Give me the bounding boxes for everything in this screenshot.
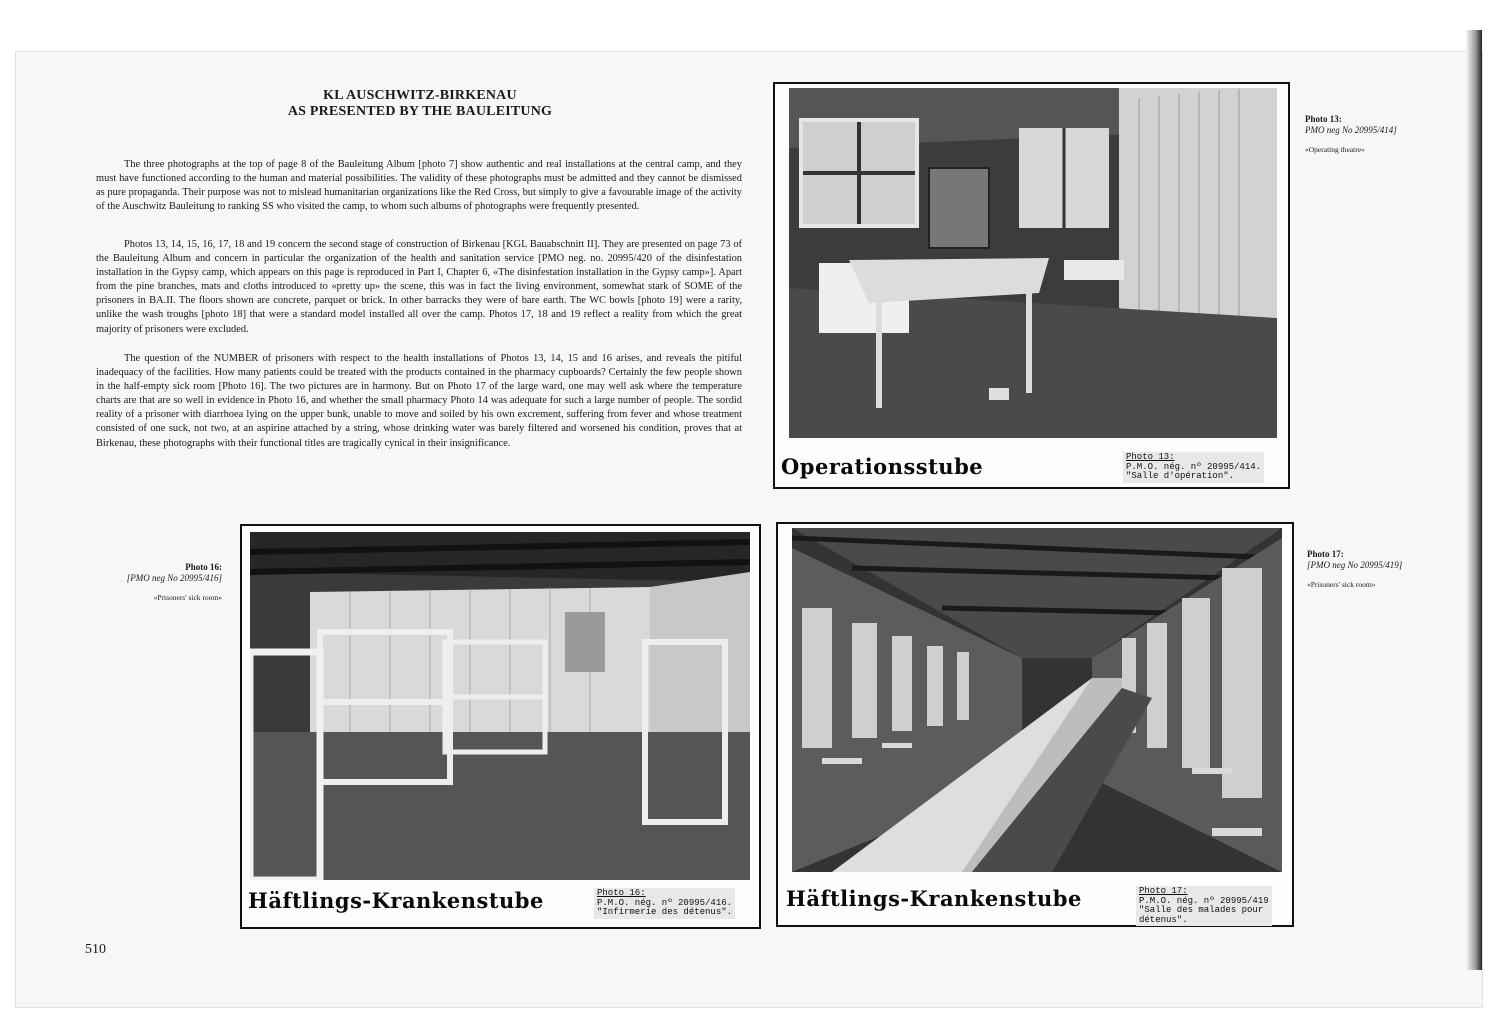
paragraph-1: The three photographs at the top of page 8 of the Bauleitung Album [photo 7] show authentic and real installations at the central camp, and they must have functioned according to the human and material possibilities. The validity of these photographs must be admitted and they cannot be dismissed as pure propaganda. Their purpose was not to mislead humanitarian organizations like the Red Cross, but simply to give a favourable image of the activity of the Auschwitz Bauleitung to ranking SS who visited the camp, to whom such albums of photographs were frequently presented. bbox=[96, 159, 742, 213]
photo-17-typed-line-4: détenus". bbox=[1139, 914, 1188, 925]
photo-17-typed-line-3: "Salle des malades pour bbox=[1139, 905, 1264, 915]
photo-16-side-quote: «Prisoners' sick room» bbox=[153, 593, 222, 602]
photo-13-typed-label bbox=[1123, 452, 1264, 483]
photo-13-side-quote: «Operating theatre» bbox=[1305, 145, 1365, 154]
photo-13-side-ref: PMO neg No 20995/414] bbox=[1305, 125, 1397, 135]
photo-13-typed-line-3: "Salle d'opération". bbox=[1126, 471, 1235, 481]
title-line-2: AS PRESENTED BY THE BAULEITUNG bbox=[287, 104, 553, 119]
photo-16-side-caption bbox=[110, 562, 222, 603]
photo-16-frame bbox=[240, 524, 761, 929]
photo-17-typed-label bbox=[1136, 886, 1272, 926]
photo-13-typed-line-1: Photo 13: bbox=[1126, 452, 1175, 462]
photo-17-image bbox=[792, 528, 1282, 872]
photo-13-image bbox=[789, 88, 1277, 438]
photo-13-side-caption bbox=[1305, 114, 1397, 155]
photo-16-gothic-caption: Häftlings-Krankenstube bbox=[248, 888, 544, 913]
photo-16-typed-line-1: Photo 16: bbox=[597, 888, 646, 898]
photo-16-typed-line-2: P.M.O. nég. nº 20995/416. bbox=[597, 897, 733, 908]
book-spine-shadow bbox=[1466, 30, 1482, 970]
photo-16-typed-line-3: "Infirmerie des détenus". bbox=[597, 907, 733, 917]
page-number: 510 bbox=[85, 942, 106, 957]
photo-17-gothic-caption: Häftlings-Krankenstube bbox=[786, 886, 1082, 911]
photo-16-side-title: Photo 16: bbox=[185, 562, 222, 572]
photo-17-typed-line-1: Photo 17: bbox=[1139, 886, 1188, 896]
photo-16-side-ref: [PMO neg No 20995/416] bbox=[126, 573, 222, 583]
photo-17-side-quote: «Prisoners' sick room» bbox=[1307, 580, 1376, 589]
photo-13-typed-line-2: P.M.O. nég. nº 20995/414. bbox=[1126, 461, 1262, 472]
photo-17-side-caption bbox=[1307, 549, 1402, 590]
photo-17-typed-line-2: P.M.O. nég. nº 20995/419 bbox=[1139, 895, 1269, 906]
page-title bbox=[230, 88, 610, 120]
title-line-1: KL AUSCHWITZ-BIRKENAU bbox=[323, 88, 517, 103]
photo-13-gothic-caption: Operationsstube bbox=[781, 454, 984, 479]
photo-16-image bbox=[250, 532, 750, 880]
photo-17-frame bbox=[776, 522, 1294, 927]
photo-16-typed-label bbox=[594, 888, 735, 919]
photo-13-frame bbox=[773, 82, 1290, 489]
photo-17-side-ref: [PMO neg No 20995/419] bbox=[1307, 560, 1403, 570]
photo-13-side-title: Photo 13: bbox=[1305, 114, 1342, 124]
photo-17-side-title: Photo 17: bbox=[1307, 549, 1344, 559]
paragraph-2: Photos 13, 14, 15, 16, 17, 18 and 19 concern the second stage of construction of Birkenau [KGL Bauabschnitt II]. They are presented on page 73 of the Bauleitung Album and concern in particular the organization of the health and sanitation service [PMO neg. no. 20995/420 of the disinfestation installation in the Gypsy camp, which appears on this page is reproduced in Part I, Chapter 6, «The disinfestation installation in the Gypsy camp»]. Apart from the pine branches, mats and cloths introduced to «pretty up» the scene, this was in fact the living environment, somewhat stark of SOME of the prisoners in BA.II. The floors shown are concrete, parquet or brick. In other barracks they were of bare earth. The WC bowls [photo 19] were a rarity, unlike the wash troughs [photo 18] that were a standard model installed all over the camp. Photos 17, 18 and 19 reflect a reality from which the great majority of prisoners were excluded. bbox=[96, 239, 742, 335]
paragraph-3: The question of the NUMBER of prisoners with respect to the health installations of Photos 13, 14, 15 and 16 arises, and reveals the pitiful inadequacy of the facilities. How many patients could be treated with the products contained in the pharmacy cupboards? Certainly the few people shown in the half-empty sick room [Photo 16]. The two pictures are in harmony. But on Photo 17 of the large ward, one may well ask where the temperature charts are that are so well in evidence in Photo 16, and whether the small pharmacy Photo 14 was adequate for such a large number of people. The sordid reality of a prisoner with diarrhoea lying on the upper bunk, unable to move and soiled by his own excrement, suffering from fever and whose treatment consisted of one suck, not two, at an aspirine attached by a string, whose drinking water was barely filtered and worsened his condition, proves that at Birkenau, these photographs with their functional titles are tragically cynical in their insignificance. bbox=[96, 353, 742, 449]
